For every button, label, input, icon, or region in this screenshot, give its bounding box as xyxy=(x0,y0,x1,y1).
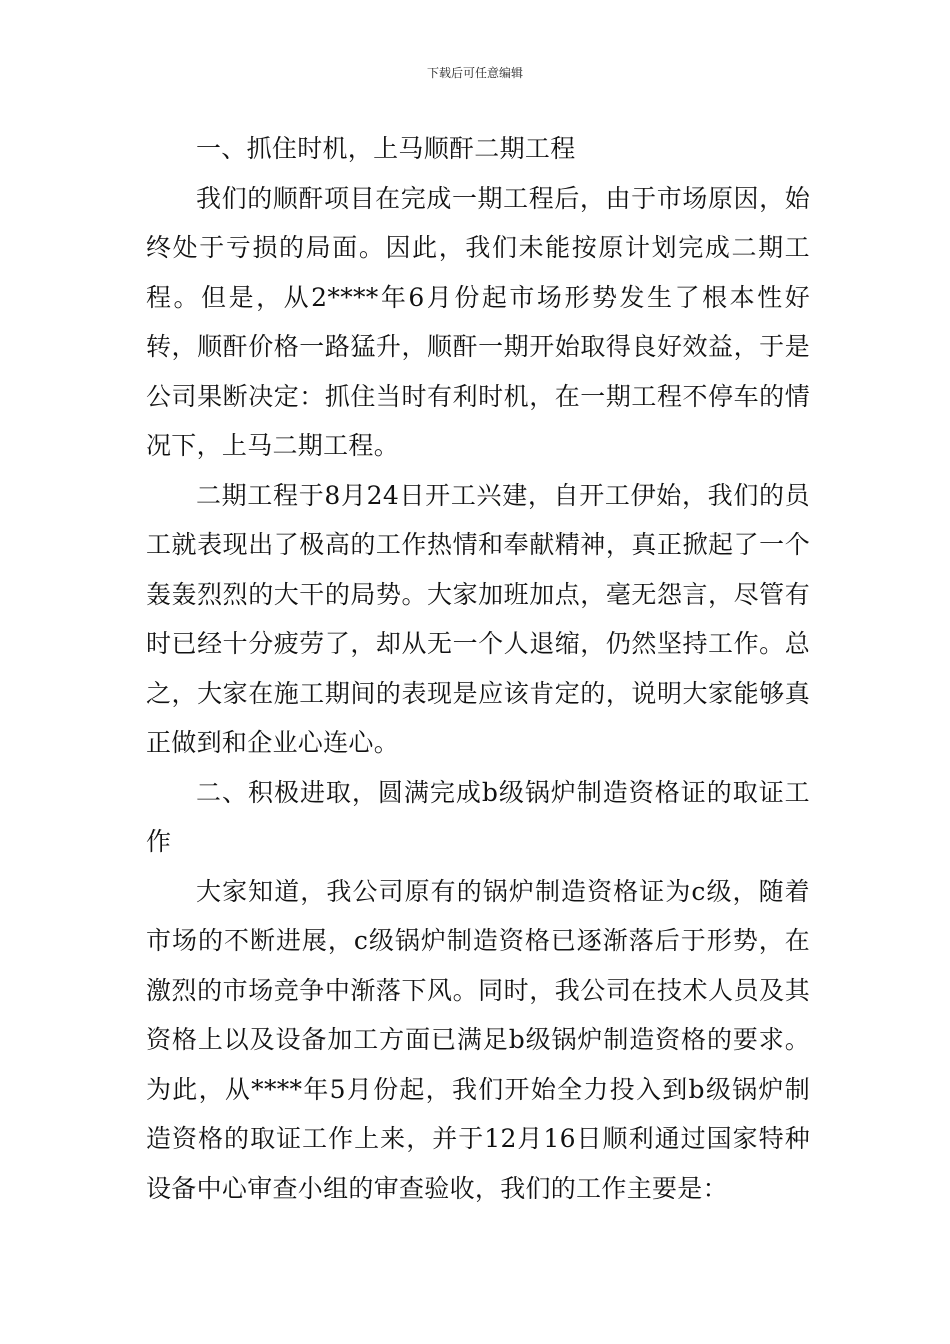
paragraph-2: 二期工程于8月24日开工兴建，自开工伊始，我们的员工就表现出了极高的工作热情和奉献精神，真正掀起了一个轰轰烈烈的大干的局势。大家加班加点，毫无怨言，尽管有时已经十分疲劳了，却从无一个人退缩，仍然坚持工作。总之，大家在施工期间的表现是应该肯定的，说明大家能够真正做到和企业心连心。 xyxy=(146,480,810,757)
section-heading-2: 二、积极进取，圆满完成b级锅炉制造资格证的取证工作 xyxy=(146,777,810,856)
paragraph-1: 我们的顺酐项目在完成一期工程后，由于市场原因，始终处于亏损的局面。因此，我们未能按原计划完成二期工程。但是，从2****年6月份起市场形势发生了根本性好转，顺酐价格一路猛升，顺酐一期开始取得良好效益，于是公司果断决定：抓住当时有利时机，在一期工程不停车的情况下，上马二期工程。 xyxy=(146,183,810,460)
paragraph-3: 大家知道，我公司原有的锅炉制造资格证为c级，随着市场的不断进展，c级锅炉制造资格已逐渐落后于形势，在激烈的市场竞争中渐落下风。同时，我公司在技术人员及其资格上以及设备加工方面已满足b级锅炉制造资格的要求。为此，从****年5月份起，我们开始全力投入到b级锅炉制造资格的取证工作上来，并于12月16日顺利通过国家特种设备中心审查小组的审查验收，我们的工作主要是： xyxy=(146,876,810,1203)
document-body xyxy=(146,124,810,1213)
section-heading-1: 一、抓住时机，上马顺酐二期工程 xyxy=(196,134,576,163)
page-header: 下载后可任意编辑 xyxy=(426,66,523,80)
